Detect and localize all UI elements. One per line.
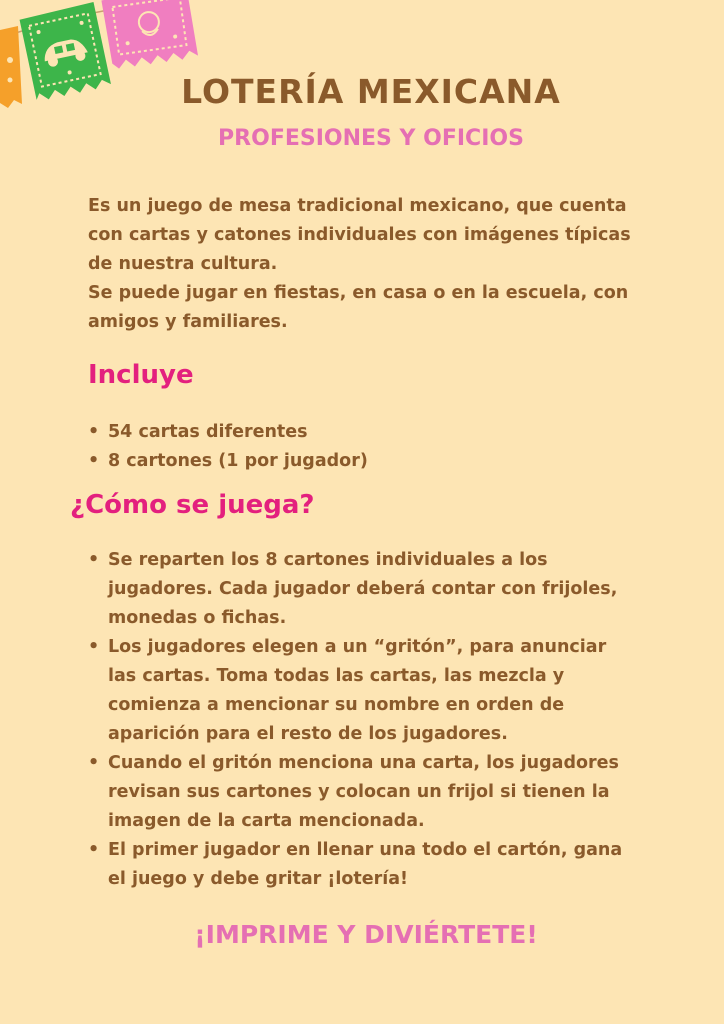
list-item: • 54 cartas diferentes bbox=[88, 418, 648, 447]
list-item: • El primer jugador en llenar una todo el cartón, gana el juego y debe gritar ¡lotería! bbox=[88, 836, 628, 894]
list-item: • Se reparten los 8 cartones individuales a los jugadores. Cada jugador deberá contar con frijoles, monedas o fichas. bbox=[88, 546, 628, 633]
includes-list bbox=[88, 418, 648, 476]
list-item: • 8 cartones (1 por jugador) bbox=[88, 447, 648, 476]
pink-flag-icon bbox=[101, 0, 198, 70]
intro-text bbox=[88, 192, 648, 337]
intro-paragraph: Es un juego de mesa tradicional mexicano, que cuenta con cartas y catones individuales con imágenes típicas de nuestra cultura. bbox=[88, 196, 631, 274]
list-item: • Cuando el gritón menciona una carta, los jugadores revisan sus cartones y colocan un frijol si tienen la imagen de la carta mencionada. bbox=[88, 749, 628, 836]
list-item: • Los jugadores elegen a un “gritón”, para anunciar las cartas. Toma todas las cartas, las mezcla y comienza a mencionar su nombre en orden de aparición para el resto de los jugadores. bbox=[88, 633, 628, 749]
page-title: LOTERÍA MEXICANA bbox=[181, 72, 561, 111]
footer-callout: ¡IMPRIME Y DIVIÉRTETE! bbox=[194, 920, 538, 949]
page-subtitle: PROFESIONES Y OFICIOS bbox=[218, 126, 524, 151]
steps-list bbox=[88, 546, 628, 894]
includes-heading: Incluye bbox=[88, 360, 194, 390]
howto-heading: ¿Cómo se juega? bbox=[70, 490, 315, 520]
intro-paragraph: Se puede jugar en fiestas, en casa o en la escuela, con amigos y familiares. bbox=[88, 283, 629, 332]
